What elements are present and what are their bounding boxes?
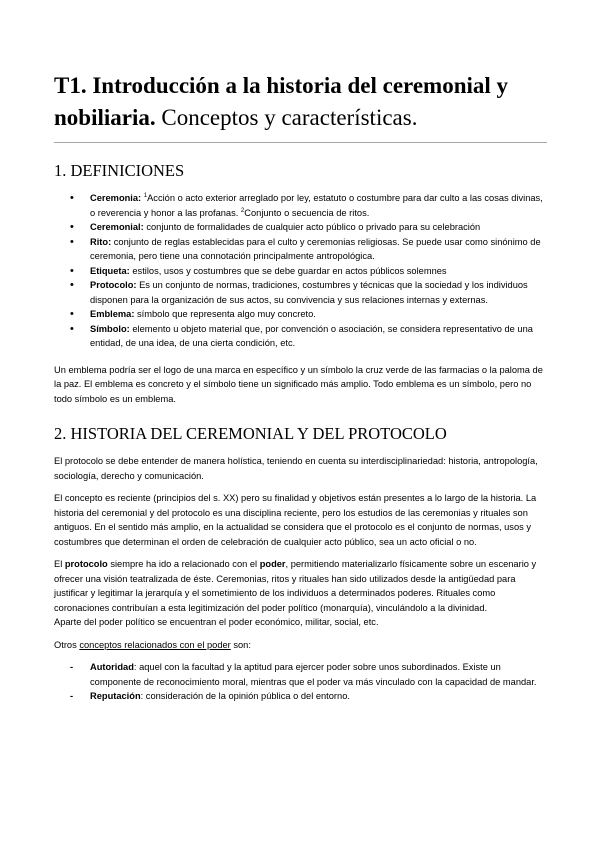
text: son: xyxy=(233,639,251,650)
definition-term: Protocolo: xyxy=(90,280,137,290)
definition-term: Ceremonial: xyxy=(90,222,144,232)
concept-item xyxy=(90,660,547,689)
definitions-list xyxy=(54,191,547,351)
definition-term: Ceremonia: xyxy=(90,193,142,203)
bold-term: protocolo xyxy=(64,559,108,569)
definition-text: símbolo que representa algo muy concreto. xyxy=(137,309,316,319)
concept-item xyxy=(90,689,547,704)
text: El xyxy=(54,559,63,569)
definition-text: Acción o acto exterior arreglado por ley, estatuto o costumbre para dar culto a las cosas divinas, o reverencia y honor a las profanas. xyxy=(90,193,543,218)
footnote-marker: 2 xyxy=(240,207,245,214)
text: Aparte del poder político se encuentran el poder económico, militar, social, etc. xyxy=(54,617,379,627)
concept-term: Autoridad xyxy=(90,662,134,672)
text: , permitiendo materializarlo físicamente sobre un escenario y ofrecer una visión teatralizada de éste. Ceremonias, ritos y rituales han sido utilizados desde la antigüedad para justificar y legitimar la jerarquía y el sometimiento de los individuos a determinados poderes. Rituales como coronaciones contribuían a esta legitimización del poder político (monarquía), vinculándolo a la divinidad. xyxy=(54,559,537,613)
definition-term: Símbolo: xyxy=(90,323,130,334)
definition-item xyxy=(90,278,547,307)
definition-text: Conjunto o secuencia de ritos. xyxy=(244,207,370,218)
definition-item xyxy=(90,220,547,235)
definition-text: estilos, usos y costumbres que se debe guardar en actos públicos solemnes xyxy=(132,265,447,276)
definition-term: Emblema: xyxy=(90,309,135,319)
title-bold: T1. Introducción a la historia del ceremonial y nobiliaria. xyxy=(54,73,509,130)
definition-item xyxy=(90,264,547,279)
definition-text: elemento u objeto material que, por convención o asociación, se considera representativo de una entidad, de una idea, de una cierta condición, etc. xyxy=(90,323,533,348)
footnote-marker: 1 xyxy=(143,193,148,199)
title-normal: Conceptos y características. xyxy=(161,105,418,130)
definition-item xyxy=(90,307,547,322)
definition-text: conjunto de reglas establecidas para el culto y ceremonias religiosas. Se puede usar como sinónimo de ceremonia, pero tiene una connotación principalmente antropológica. xyxy=(90,236,541,261)
paragraph: El protocolo se debe entender de manera holística, teniendo en cuenta su interdisciplinariedad: historia, antropología, sociología, derecho y comunicación. xyxy=(54,456,538,481)
definition-item xyxy=(90,235,547,264)
document-title xyxy=(54,70,547,143)
definition-term: Etiqueta: xyxy=(90,265,130,276)
concepts-list xyxy=(54,660,547,704)
paragraph xyxy=(54,557,547,630)
definition-item xyxy=(90,322,547,351)
definition-text: Es un conjunto de normas, tradiciones, costumbres y técnicas que la sociedad y los individuos disponen para la organización de sus actos, su convivencia y sus relaciones internas y externas. xyxy=(90,280,528,305)
section-1-heading: 1. DEFINICIONES xyxy=(54,161,185,180)
definition-text: conjunto de formalidades de cualquier acto público o privado para su celebración xyxy=(146,222,481,232)
concept-text: : aquel con la facultad y la aptitud para ejercer poder sobre unos subordinados. Existe un componente de reconocimiento moral, mientras que el poder va más vinculado con la capacidad de mandar. xyxy=(90,662,537,687)
paragraph: El concepto es reciente (principios del s. XX) pero su finalidad y objetivos están presentes a lo largo de la historia. La historia del ceremonial y del protocolo es una disciplina reciente, pero los estudios de las ceremonias y rituales son antiguos. En el sentido más amplio, en la actualidad se considera que el protocolo es el conjunto de normas, usos y costumbres que determinan el orden de celebración de cualquier acto público, sea un acto oficial o no. xyxy=(54,493,537,547)
concept-term: Reputación xyxy=(90,691,141,701)
emblem-paragraph: Un emblema podría ser el logo de una marca en específico y un símbolo la cruz verde de las farmacias o la paloma de la paz. El emblema es concreto y el símbolo tiene un significado más amplio. Todo emblema es un símbolo, pero no todo símbolo es un emblema. xyxy=(54,364,543,404)
text: Otros xyxy=(54,639,77,650)
text: siempre ha ido a relacionado con el xyxy=(110,559,258,569)
definition-item xyxy=(90,191,547,220)
bold-term: poder xyxy=(259,559,286,569)
underlined-text: conceptos relacionados con el poder xyxy=(79,639,231,650)
section-2-heading: 2. HISTORIA DEL CEREMONIAL Y DEL PROTOCOLO xyxy=(54,424,447,443)
concept-text: : consideración de la opinión pública o del entorno. xyxy=(140,691,350,701)
definition-term: Rito: xyxy=(90,236,112,247)
others-intro xyxy=(54,638,547,653)
